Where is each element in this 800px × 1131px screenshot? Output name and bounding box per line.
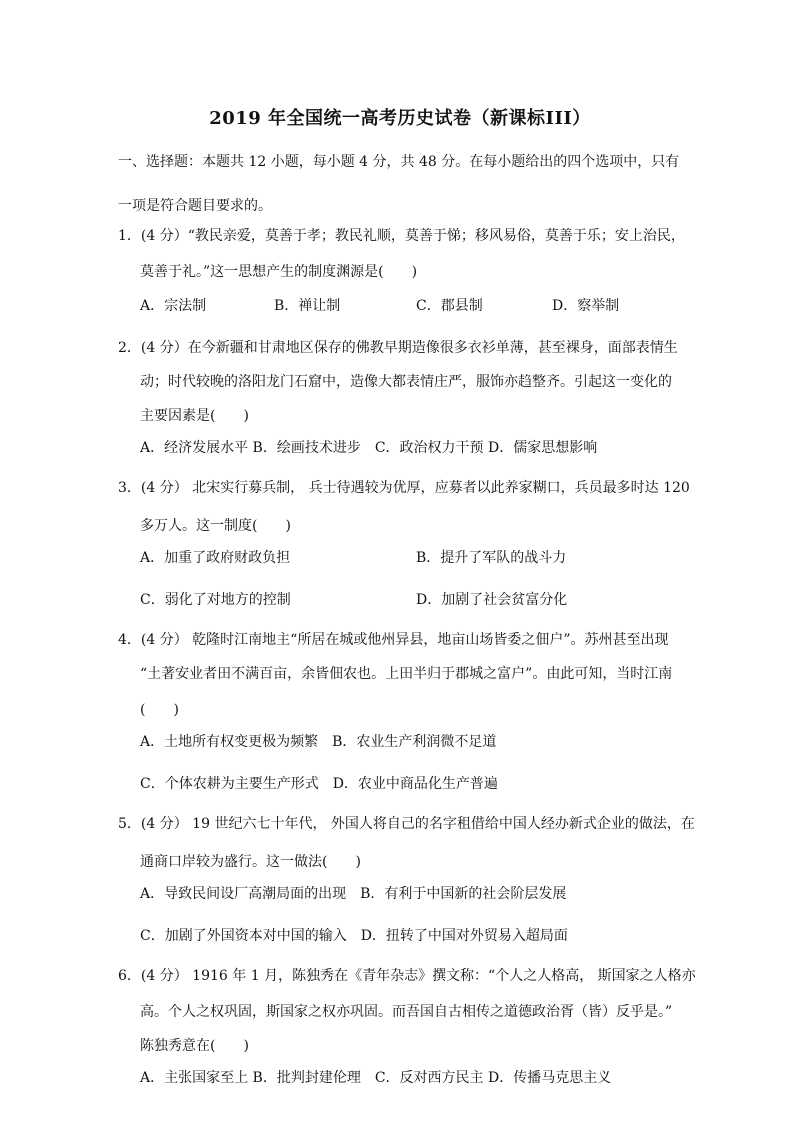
question-text: 2．(4 分）在今新疆和甘肃地区保存的佛教早期造像很多衣衫单薄，甚至裸身，面部表情生	[118, 340, 678, 356]
option-b[interactable]: B．禅让制	[274, 298, 341, 314]
option-a[interactable]: A．宗法制	[140, 298, 207, 314]
option-d[interactable]: D．加剧了社会贫富分化	[416, 592, 568, 608]
options-line[interactable]: A．主张国家至上 B．批判封建伦理 C．反对西方民主 D．传播马克思主义	[140, 1070, 612, 1086]
option-c[interactable]: C．弱化了对地方的控制	[140, 592, 291, 608]
section-intro-line-1: 一、选择题：本题共 12 小题，每小题 4 分，共 48 分。在每小题给出的四个选项中，只有	[118, 154, 680, 170]
question-text: 陈独秀意在( )	[140, 1038, 249, 1054]
question-text: 多万人。这一制度( )	[140, 518, 291, 534]
option-a[interactable]: A．加重了政府财政负担	[140, 550, 291, 566]
question-text: 3．(4 分） 北宋实行募兵制， 兵士待遇较为优厚，应募者以此养家糊口，兵员最多时达 120	[118, 480, 690, 496]
options-line[interactable]: A．土地所有权变更极为频繁 B．农业生产利润微不足道	[140, 734, 497, 750]
question-text: 通商口岸较为盛行。这一做法( )	[140, 854, 361, 870]
question-text: 4．(4 分） 乾隆时江南地主“所居在城或他州异县，地亩山场皆委之佃户”。苏州甚至出现	[118, 632, 669, 648]
question-text: 1．(4 分）“教民亲爱，莫善于孝；教民礼顺，莫善于悌；移风易俗，莫善于乐；安上治民，	[118, 228, 685, 244]
section-intro-line-2: 一项是符合题目要求的。	[118, 198, 272, 214]
option-b[interactable]: B．提升了军队的战斗力	[416, 550, 567, 566]
question-text: 主要因素是( )	[140, 408, 249, 424]
options-line[interactable]: C．加剧了外国资本对中国的输入 D．扭转了中国对外贸易入超局面	[140, 928, 568, 944]
options-line[interactable]: C．个体农耕为主要生产形式 D．农业中商品化生产普遍	[140, 776, 498, 792]
question-text: ( )	[140, 702, 179, 718]
question-text: 动；时代较晚的洛阳龙门石窟中，造像大都表情庄严，服饰亦趋整齐。引起这一变化的	[140, 374, 672, 390]
question-text: “土著安业者田不满百亩，余皆佃农也。上田半归于郡城之富户”。由此可知，当时江南	[140, 666, 673, 682]
option-c[interactable]: C．郡县制	[416, 298, 483, 314]
question-text: 高。个人之权巩固，斯国家之权亦巩固。而吾国自古相传之道德政治胥（皆）反乎是。”	[140, 1004, 673, 1020]
options-line[interactable]: A．经济发展水平 B．绘画技术进步 C．政治权力干预 D．儒家思想影响	[140, 440, 598, 456]
question-text: 莫善于礼。”这一思想产生的制度渊源是( )	[140, 264, 418, 280]
page-title: 2019 年全国统一高考历史试卷（新课标III）	[209, 108, 591, 129]
option-d[interactable]: D．察举制	[552, 298, 620, 314]
question-text: 6．(4 分） 1916 年 1 月，陈独秀在《青年杂志》撰文称：“个人之人格高， 斯国家之人格亦	[118, 968, 696, 984]
options-line[interactable]: A．导致民间设厂高潮局面的出现 B．有利于中国新的社会阶层发展	[140, 886, 567, 902]
question-text: 5．(4 分） 19 世纪六七十年代， 外国人将自己的名字租借给中国人经办新式企业的做法，在	[118, 816, 695, 832]
